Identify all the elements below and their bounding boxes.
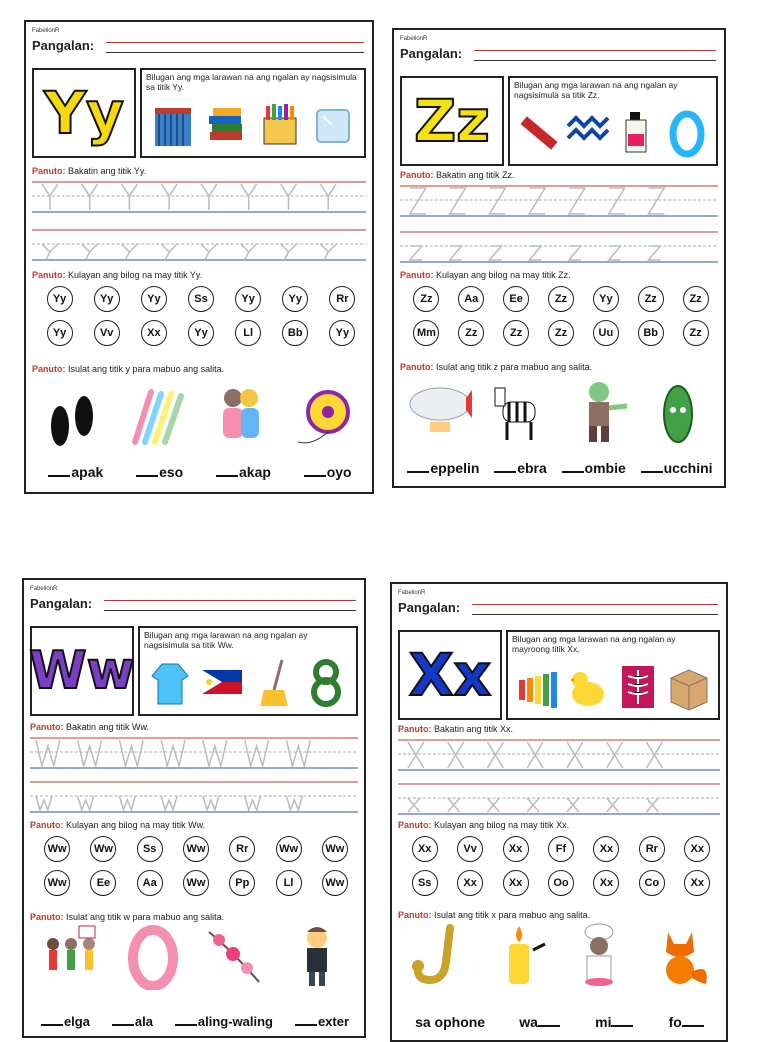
letter-box: [398, 630, 502, 720]
big-letter: Yy: [44, 79, 124, 147]
word-text: ebra: [517, 460, 547, 476]
letter-circle[interactable]: Ll: [276, 870, 302, 896]
letter-circle[interactable]: Mm: [413, 320, 439, 346]
zigzag-icon: [566, 106, 610, 158]
name-line: [474, 50, 716, 51]
panuto-label: Panuto:: [32, 166, 66, 176]
letter-circle[interactable]: Zz: [458, 320, 484, 346]
letter-circles: [36, 286, 366, 346]
letter-o-icon: [121, 922, 185, 990]
trace-row: [398, 738, 720, 772]
trace-instruction-text: Bakatin ang titik Xx.: [434, 724, 514, 734]
letter-box: [32, 68, 136, 158]
word-blank[interactable]: [415, 1014, 485, 1030]
candle-wax-icon: [487, 922, 551, 990]
trace-row: [398, 782, 720, 816]
letter-circle[interactable]: Xx: [457, 870, 483, 896]
name-label: Pangalan:: [400, 46, 463, 61]
word-blank[interactable]: [175, 1014, 273, 1029]
letter-box: [30, 626, 134, 716]
trace-instruction-text: Bakatin ang titik Yy.: [68, 166, 147, 176]
name-line: [472, 614, 718, 615]
letter-circle[interactable]: Yy: [188, 320, 214, 346]
xylophone-icon: [515, 660, 559, 712]
trace-row: [30, 736, 358, 770]
word-blank[interactable]: [494, 460, 547, 476]
hug-icon: [209, 382, 273, 450]
letter-circle[interactable]: Ww: [183, 870, 209, 896]
word-text: exter: [317, 1014, 350, 1029]
circle-instruction-text: Kulayan ang bilog na may titik Ww.: [66, 820, 206, 830]
circle-instruction: [30, 820, 205, 830]
word-blank[interactable]: [595, 1014, 634, 1030]
panuto-label: Panuto:: [398, 724, 432, 734]
letter-circle[interactable]: Rr: [229, 836, 255, 862]
letter-circle[interactable]: Zz: [548, 320, 574, 346]
chalk-icon: [125, 382, 189, 450]
letter-circle[interactable]: Oo: [548, 870, 574, 896]
worksheet-yy: [24, 20, 374, 494]
panuto-label: Panuto:: [32, 364, 66, 374]
letter-circle[interactable]: Bb: [282, 320, 308, 346]
letter-circle[interactable]: Ee: [90, 870, 116, 896]
worksheet-zz: [392, 28, 726, 488]
big-letter: Ww: [29, 641, 135, 701]
philippine-flag-icon: [200, 656, 244, 708]
write-instruction-text: Isulat ang titik y para mabuo ang salita.: [68, 364, 225, 374]
letter-circle[interactable]: Xx: [593, 836, 619, 862]
write-instruction: [30, 912, 224, 922]
panuto-label: Panuto:: [30, 722, 64, 732]
instruction-text: Bilugan ang mga larawan na ang ngalan ay nagsisimula sa titik Zz.: [514, 80, 678, 100]
letter-circle[interactable]: Vv: [94, 320, 120, 346]
word-blank[interactable]: [136, 464, 183, 480]
circle-instruction-text: Kulayan ang bilog na may titik Zz.: [436, 270, 571, 280]
letter-circle[interactable]: Pp: [229, 870, 255, 896]
letter-circle[interactable]: Ff: [548, 836, 574, 862]
ice-icon: [311, 98, 355, 150]
word-blank[interactable]: [112, 1014, 153, 1029]
word-text: eso: [159, 464, 184, 480]
instruction-box: [508, 76, 718, 166]
write-instruction-text: Isulat ang titik z para mabuo ang salita.: [436, 362, 593, 372]
letter-circle[interactable]: Zz: [548, 286, 574, 312]
panuto-label: Panuto:: [32, 270, 66, 280]
circle-instruction: [32, 270, 202, 280]
brand-label: FabelionR: [32, 28, 60, 34]
name-label: Pangalan:: [398, 600, 461, 615]
duck-icon: [566, 660, 610, 712]
write-instruction: [398, 910, 590, 920]
word-text: apak: [71, 464, 104, 480]
eight-icon: [304, 656, 348, 708]
worksheet-xx: [390, 582, 728, 1042]
write-instruction-text: Isulat ang titik x para mabuo ang salita.: [434, 910, 591, 920]
trace-instruction: [32, 166, 146, 176]
word-text: aling-waling: [197, 1014, 274, 1029]
waling-waling-flower-icon: [203, 922, 267, 990]
instruction-text: Bilugan ang mga larawan na ang ngalan ay nagsisimula sa titik Yy.: [146, 72, 357, 92]
letter-circle[interactable]: Xx: [503, 870, 529, 896]
letter-circle[interactable]: Aa: [458, 286, 484, 312]
name-label: Pangalan:: [32, 38, 95, 53]
name-line: [474, 60, 716, 61]
letter-circle[interactable]: Zz: [683, 286, 709, 312]
letter-circle[interactable]: Aa: [137, 870, 163, 896]
word-text: oyo: [326, 464, 352, 480]
letter-circle[interactable]: Ww: [44, 870, 70, 896]
letter-circle[interactable]: Xx: [503, 836, 529, 862]
letter-circle[interactable]: Ww: [44, 836, 70, 862]
letter-circle[interactable]: Ww: [276, 836, 302, 862]
trace-row: [400, 184, 718, 218]
panuto-label: Panuto:: [400, 170, 434, 180]
panuto-label: Panuto:: [400, 270, 434, 280]
panuto-label: Panuto:: [398, 820, 432, 830]
brand-label: FabelionR: [398, 590, 426, 596]
word-blank[interactable]: [295, 1014, 349, 1029]
letter-circle[interactable]: Rr: [329, 286, 355, 312]
yero-roof-icon: [151, 98, 195, 150]
instruction-box: [140, 68, 366, 158]
word-text: fo: [668, 1014, 682, 1030]
trace-instruction: [30, 722, 149, 732]
letter-circle[interactable]: Ss: [137, 836, 163, 862]
letter-circles: [404, 286, 718, 346]
circle-instruction: [398, 820, 569, 830]
brand-label: FabelionR: [30, 586, 58, 592]
boy-icon: [285, 922, 349, 990]
instruction-text: Bilugan ang mga larawan na ang ngalan ay nagsisimula sa titik Ww.: [144, 630, 308, 650]
fox-icon: [648, 922, 712, 990]
big-letter: Xx: [408, 641, 492, 709]
letter-circle[interactable]: Xx: [684, 870, 710, 896]
trace-instruction: [400, 170, 515, 180]
letter-circle[interactable]: Yy: [94, 286, 120, 312]
trace-row: [32, 228, 366, 262]
word-blank[interactable]: [407, 460, 479, 476]
circle-instruction: [400, 270, 571, 280]
word-text: elga: [63, 1014, 90, 1029]
letter-circle[interactable]: Yy: [235, 286, 261, 312]
letter-circle[interactable]: Bb: [638, 320, 664, 346]
word-blank[interactable]: [41, 1014, 90, 1029]
letter-circle[interactable]: Yy: [47, 286, 73, 312]
name-line: [472, 604, 718, 605]
word-text: eppelin: [430, 460, 480, 476]
name-label: Pangalan:: [30, 596, 93, 611]
footprints-icon: [42, 382, 106, 450]
brand-label: FabelionR: [400, 36, 428, 42]
word-blank[interactable]: [519, 1014, 561, 1030]
word-blank[interactable]: [216, 464, 271, 480]
word-text: wa: [519, 1014, 538, 1030]
letter-circle[interactable]: Ww: [322, 836, 348, 862]
word-text: sa ophone: [415, 1014, 486, 1030]
letter-box: [400, 76, 504, 166]
letter-circle[interactable]: Co: [639, 870, 665, 896]
box-icon: [667, 660, 711, 712]
saxophone-icon: [406, 922, 470, 990]
word-blank[interactable]: [669, 1014, 705, 1030]
trace-row: [400, 230, 718, 264]
letter-circle[interactable]: Xx: [593, 870, 619, 896]
trace-row: [32, 180, 366, 214]
zombie-icon: [567, 378, 631, 446]
instruction-box: [506, 630, 720, 720]
letter-circle[interactable]: Ww: [322, 870, 348, 896]
zero-icon: [665, 106, 709, 158]
big-letter: Zz: [414, 87, 490, 155]
write-instruction: [32, 364, 224, 374]
letter-circles: [402, 836, 720, 896]
trace-instruction: [398, 724, 513, 734]
name-line: [104, 610, 356, 611]
trace-instruction-text: Bakatin ang titik Ww.: [66, 722, 150, 732]
word-blank[interactable]: [562, 460, 626, 476]
letter-circle[interactable]: Ss: [412, 870, 438, 896]
worksheet-ww: [22, 578, 366, 1038]
letter-circle[interactable]: Uu: [593, 320, 619, 346]
name-line: [104, 600, 356, 601]
raincoat-icon: [148, 656, 192, 708]
letter-circle[interactable]: Yy: [593, 286, 619, 312]
letter-circle[interactable]: Ee: [503, 286, 529, 312]
yoyo-icon: [292, 382, 356, 450]
letter-circle[interactable]: Ww: [90, 836, 116, 862]
letter-circle[interactable]: Zz: [683, 320, 709, 346]
panuto-label: Panuto:: [400, 362, 434, 372]
letter-circle[interactable]: Xx: [412, 836, 438, 862]
zeppelin-icon: [408, 378, 472, 446]
letter-circle[interactable]: Yy: [47, 320, 73, 346]
word-text: ucchini: [663, 460, 713, 476]
zucchini-icon: [646, 378, 710, 446]
name-line: [106, 52, 364, 53]
letter-circle[interactable]: Ll: [235, 320, 261, 346]
letter-circle[interactable]: Rr: [639, 836, 665, 862]
instruction-box: [138, 626, 358, 716]
panuto-label: Panuto:: [30, 820, 64, 830]
word-text: akap: [239, 464, 271, 480]
x-ray-icon: [616, 660, 660, 712]
word-text: mi: [595, 1014, 612, 1030]
write-instruction-text: Isulat ang titik w para mabuo ang salita.: [66, 912, 225, 922]
letter-circle[interactable]: Yy: [141, 286, 167, 312]
chef-icon: [567, 922, 631, 990]
word-blank[interactable]: [641, 460, 713, 476]
zebra-icon: [487, 378, 551, 446]
books-icon: [204, 98, 248, 150]
ruler-icon: [517, 106, 561, 158]
word-text: ala: [134, 1014, 153, 1029]
letter-circle[interactable]: Zz: [503, 320, 529, 346]
letter-circle[interactable]: Zz: [638, 286, 664, 312]
trace-instruction-text: Bakatin ang titik Zz.: [436, 170, 515, 180]
protest-kids-icon: [39, 922, 103, 990]
panuto-label: Panuto:: [398, 910, 432, 920]
letter-circles: [34, 836, 358, 896]
word-text: ombie: [584, 460, 626, 476]
letter-circle[interactable]: Ss: [188, 286, 214, 312]
zonrox-bottle-icon: [616, 106, 660, 158]
panuto-label: Panuto:: [30, 912, 64, 922]
word-blank[interactable]: [48, 464, 103, 480]
instruction-text: Bilugan ang mga larawan na ang ngalan ay mayroong titik Xx.: [512, 634, 676, 654]
write-instruction: [400, 362, 592, 372]
name-line: [106, 42, 364, 43]
letter-circle[interactable]: Vv: [457, 836, 483, 862]
trace-row: [30, 780, 358, 814]
word-blank[interactable]: [304, 464, 352, 480]
letter-circle[interactable]: Ww: [183, 836, 209, 862]
crayons-icon: [258, 98, 302, 150]
letter-circle[interactable]: Yy: [329, 320, 355, 346]
broom-icon: [252, 656, 296, 708]
letter-circle[interactable]: Yy: [282, 286, 308, 312]
letter-circle[interactable]: Zz: [413, 286, 439, 312]
letter-circle[interactable]: Xx: [141, 320, 167, 346]
circle-instruction-text: Kulayan ang bilog na may titik Yy.: [68, 270, 203, 280]
letter-circle[interactable]: Xx: [684, 836, 710, 862]
circle-instruction-text: Kulayan ang bilog na may titik Xx.: [434, 820, 570, 830]
